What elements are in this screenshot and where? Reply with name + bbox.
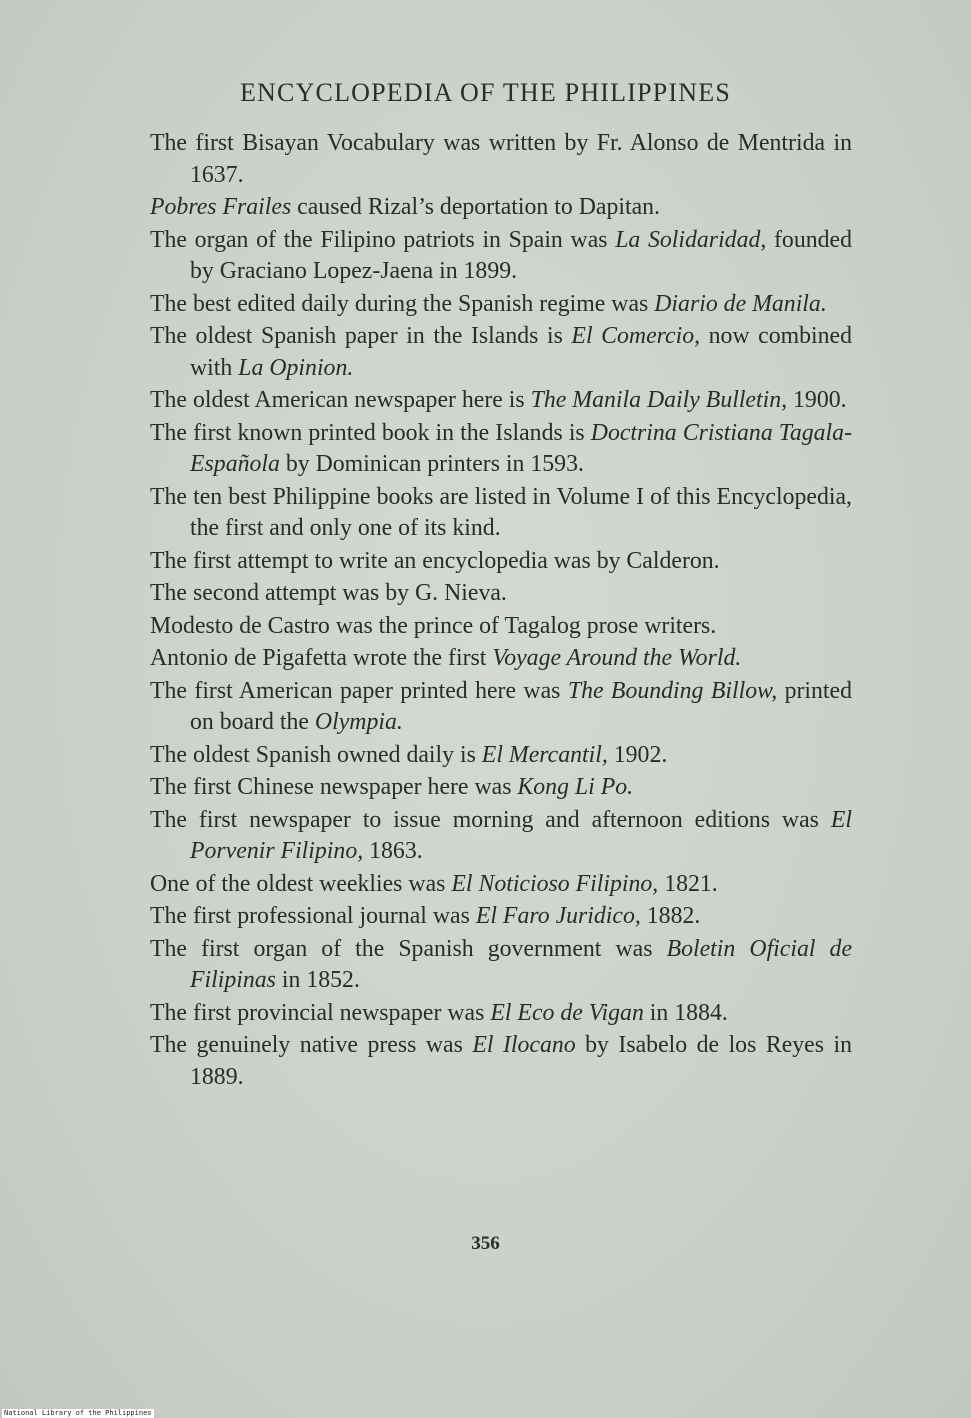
italic-title: Olympia. [314, 709, 403, 735]
entry-list [150, 128, 852, 1094]
entry-text: 1882. [640, 903, 701, 929]
entry-text: The oldest Spanish paper in the Islands is [150, 323, 572, 349]
italic-title: The Bounding Billow, [567, 677, 778, 704]
italic-title: La Opinion. [238, 354, 354, 381]
entry-paragraph [150, 934, 852, 997]
entry-text: founded by Graciano Lopez-Jaena in 1899. [190, 226, 852, 284]
entry-text: The first newspaper to issue morning and afternoon editions was [150, 806, 831, 833]
entry-paragraph [150, 385, 852, 417]
entry-text: The first attempt to write an encyclopedia was by Calderon. [150, 547, 720, 574]
entry-text: The first Chinese newspaper here was [150, 774, 518, 800]
entry-paragraph [150, 225, 852, 288]
entry-text: The best edited daily during the Spanish regime was [150, 290, 655, 317]
entry-paragraph [150, 676, 852, 739]
italic-title: El Ilocano [472, 1032, 576, 1058]
entry-text: 1863. [363, 838, 423, 864]
entry-paragraph [150, 482, 852, 545]
entry-text: One of the oldest weeklies was [150, 870, 452, 897]
italic-title: Voyage Around the World. [492, 645, 742, 671]
entry-text: now combined with [190, 323, 853, 381]
entry-text: The first Bisayan Vocabulary was written by Fr. Alonso de Mentrida in 1637. [150, 130, 852, 188]
entry-paragraph [150, 643, 852, 675]
italic-title: Doctrina Cristiana Tagala-Española [190, 419, 852, 477]
entry-text: The oldest Spanish owned daily is [150, 741, 482, 768]
entry-paragraph [150, 740, 852, 772]
entry-text: by Dominican printers in 1593. [279, 451, 584, 477]
italic-title: El Eco de Vigan [490, 999, 644, 1026]
entry-paragraph [150, 901, 852, 933]
italic-title: El Noticioso Filipino, [451, 870, 659, 897]
entry-paragraph [150, 321, 852, 384]
entry-paragraph [150, 772, 852, 804]
italic-title: Diario de Manila. [654, 290, 827, 317]
italic-title: El Comercio, [571, 323, 701, 349]
entry-text: Modesto de Castro was the prince of Tagalog prose writers. [150, 612, 717, 639]
entry-text: The first American paper printed here was [150, 677, 568, 704]
entry-text: in 1884. [643, 999, 728, 1026]
italic-title: Boletin Oficial de Filipinas [190, 935, 852, 993]
entry-paragraph [150, 998, 852, 1030]
entry-text: The first professional journal was [150, 903, 476, 929]
italic-title: The Manila Daily Bulletin, [530, 387, 788, 413]
entry-text: by Isabelo de los Reyes in 1889. [190, 1032, 852, 1090]
entry-paragraph [150, 805, 852, 868]
italic-title: Pobres Frailes [150, 194, 292, 220]
entry-text: The second attempt was by G. Nieva. [150, 580, 507, 606]
library-credit: National Library of the Philippines [4, 1409, 152, 1417]
entry-text: printed on board the [190, 677, 852, 735]
entry-text: 1902. [607, 741, 668, 768]
entry-paragraph [150, 1030, 852, 1093]
entry-text: Antonio de Pigafetta wrote the first [150, 645, 493, 671]
entry-text: caused Rizal’s deportation to Dapitan. [291, 194, 660, 220]
entry-paragraph [150, 869, 852, 901]
entry-paragraph [150, 192, 852, 224]
entry-paragraph [150, 418, 852, 481]
entry-text: The oldest American newspaper here is [150, 387, 531, 413]
entry-text: The first provincial newspaper was [150, 999, 491, 1026]
entry-paragraph [150, 546, 852, 578]
running-header: ENCYCLOPEDIA OF THE PHILIPPINES [239, 78, 732, 107]
entry-text: in 1852. [275, 967, 360, 993]
italic-title: La Solidaridad, [615, 226, 767, 253]
entry-paragraph [150, 611, 852, 643]
entry-text: The first known printed book in the Islands is [150, 419, 591, 446]
entry-text: 1821. [658, 870, 718, 897]
italic-title: Kong Li Po. [517, 774, 634, 800]
entry-text: The genuinely native press was [150, 1032, 473, 1058]
italic-title: El Faro Juridico, [475, 903, 641, 929]
page-number: 356 [471, 1233, 500, 1254]
entry-text: The first organ of the Spanish government was [150, 935, 667, 962]
entry-paragraph [150, 289, 852, 321]
entry-text: The ten best Philippine books are listed in Volume I of this Encyclopedia, the first and only one of its kind. [150, 483, 852, 541]
italic-title: El Mercantil, [481, 741, 608, 768]
entry-text: The organ of the Filipino patriots in Spain was [150, 226, 616, 253]
entry-text: 1900. [787, 387, 847, 413]
entry-paragraph [150, 128, 852, 191]
italic-title: El Porvenir Filipino, [190, 806, 852, 864]
entry-paragraph [150, 578, 852, 610]
